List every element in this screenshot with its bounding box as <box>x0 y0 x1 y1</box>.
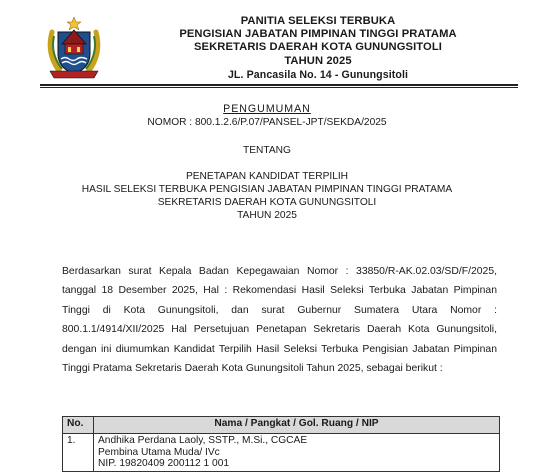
letterhead-line-3: SEKRETARIS DAERAH KOTA GUNUNGSITOLI <box>194 41 442 54</box>
subject-line-3: SEKRETARIS DAERAH KOTA GUNUNGSITOLI <box>157 197 377 208</box>
subject-line-1: PENETAPAN KANDIDAT TERPILIH <box>185 171 349 182</box>
announcement-number: NOMOR : 800.1.2.6/P.07/PANSEL-JPT/SEKDA/2025 <box>147 117 387 128</box>
candidate-name: Andhika Perdana Laoly, SSTP., M.Si., CGCAE <box>98 435 308 446</box>
body-paragraph-text: Berdasarkan surat Kepala Badan Kepegawaian Nomor : 33850/R-AK.02.03/SD/F/2025, tanggal 18 Desember 2025, Hal : Rekomendasi Hasil Seleksi Terbuka Jabatan Pimpinan Tinggi di Kota Gunungsitoli, dan surat Gubernur Sumatera Utara Nomor : 800.1.1/4914/XII/2025 Hal Persetujuan Penetapan Sekretaris Daerah Kota Gunungsitoli, dengan ini diumumkan Kandidat Terpilih Hasil Seleksi Terbuka Pengisian Jabatan Pimpinan Tinggi Pratama Sekretaris Daerah Kota Gunungsitoli Tahun 2025, sebagai berikut : <box>62 266 497 375</box>
letterhead-divider-thin <box>40 87 518 88</box>
candidate-nip: NIP. 19820409 200112 1 001 <box>98 458 230 469</box>
subject-line-2: HASIL SELEKSI TERBUKA PENGISIAN JABATAN PIMPINAN TINGGI PRATAMA <box>81 184 453 195</box>
letterhead-line-4: TAHUN 2025 <box>284 54 352 67</box>
letterhead-line-1: PANITIA SELEKSI TERBUKA <box>240 15 396 27</box>
letterhead-divider <box>40 84 518 86</box>
announcement-about: TENTANG <box>243 145 291 156</box>
candidate-table <box>62 416 500 472</box>
letterhead-address: JL. Pancasila No. 14 - Gunungsitoli <box>227 68 409 81</box>
column-header-name: Nama / Pangkat / Gol. Ruang / NIP <box>94 417 500 434</box>
body-paragraph <box>62 262 497 378</box>
city-emblem-icon <box>44 14 104 80</box>
subject-line-4: TAHUN 2025 <box>237 210 297 221</box>
table-header-row <box>63 417 500 434</box>
table-row <box>63 434 500 472</box>
candidate-rank: Pembina Utama Muda/ IVc <box>98 446 220 458</box>
row-number: 1. <box>63 434 94 472</box>
candidate-details <box>94 434 500 472</box>
letterhead <box>118 15 518 82</box>
announcement-heading: PENGUMUMAN <box>223 103 311 115</box>
announcement-subject <box>0 170 534 222</box>
letterhead-line-2: PENGISIAN JABATAN PIMPINAN TINGGI PRATAMA <box>179 28 457 41</box>
column-header-no: No. <box>63 417 94 434</box>
